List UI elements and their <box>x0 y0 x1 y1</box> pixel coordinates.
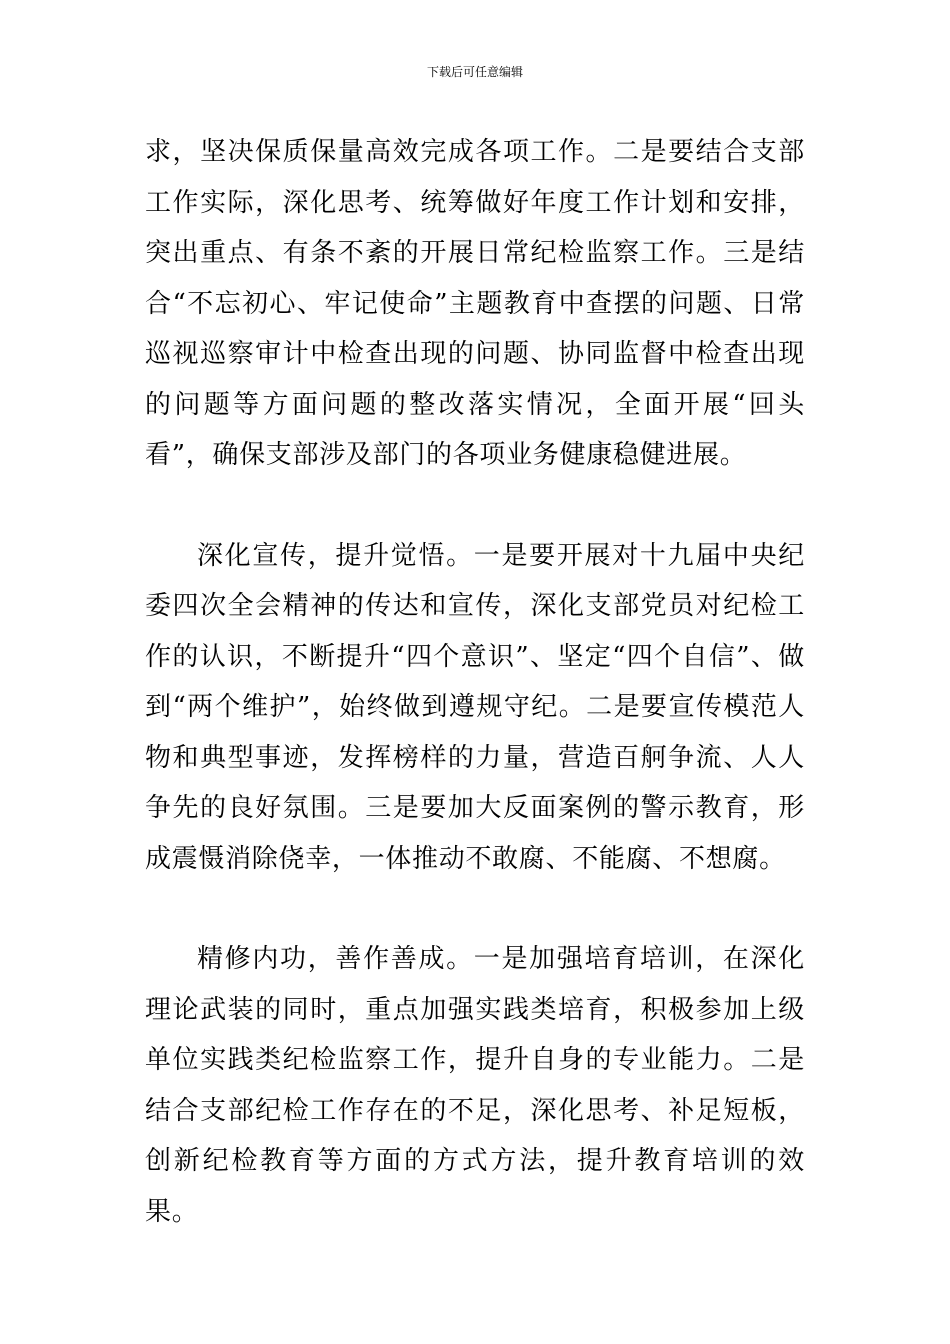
document-body <box>145 127 805 1237</box>
paragraph-gap <box>145 884 805 934</box>
paragraph-gap <box>145 481 805 531</box>
paragraph-training: 精修内功，善作善成。一是加强培育培训，在深化理论武装的同时，重点加强实践类培育，积极参加上级单位实践类纪检监察工作，提升自身的专业能力。二是结合支部纪检工作存在的不足，深化思考、补足短板，创新纪检教育等方面的方式方法，提升教育培训的效果。 <box>145 944 805 1227</box>
paragraph-publicity: 深化宣传，提升觉悟。一是要开展对十九届中央纪委四次全会精神的传达和宣传，深化支部党员对纪检工作的认识，不断提升“四个意识”、坚定“四个自信”、做到“两个维护”，始终做到遵规守纪。二是要宣传模范人物和典型事迹，发挥榜样的力量，营造百舸争流、人人争先的良好氛围。三是要加大反面案例的警示教育，形成震慑消除侥幸，一体推动不敢腐、不能腐、不想腐。 <box>145 540 805 874</box>
header-note: 下载后可任意编辑 <box>426 65 523 79</box>
paragraph-continued: 求，坚决保质保量高效完成各项工作。二是要结合支部工作实际，深化思考、统筹做好年度工作计划和安排，突出重点、有条不紊的开展日常纪检监察工作。三是结合“不忘初心、牢记使命”主题教育中查摆的问题、日常巡视巡察审计中检查出现的问题、协同监督中检查出现的问题等方面问题的整改落实情况，全面开展“回头看”，确保支部涉及部门的各项业务健康稳健进展。 <box>145 137 805 470</box>
